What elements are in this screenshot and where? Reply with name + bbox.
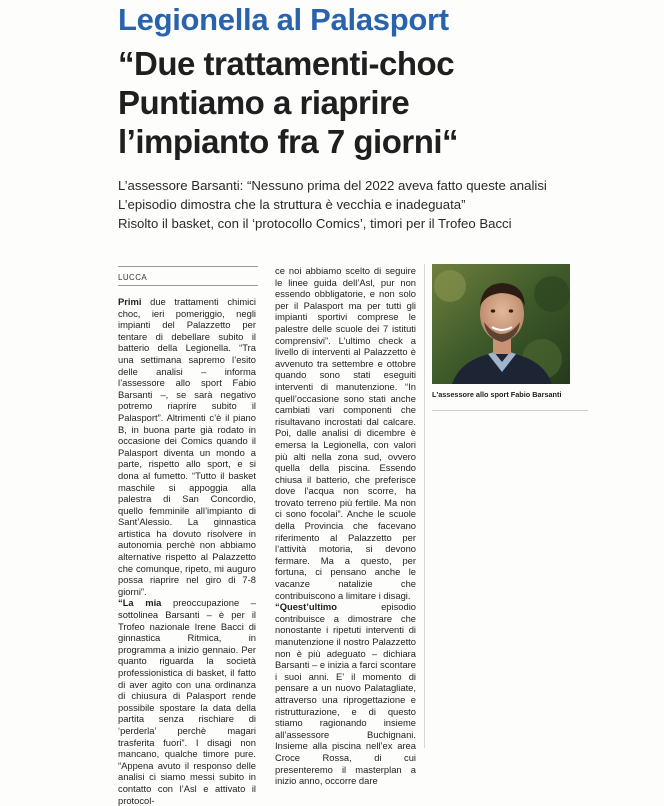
subheadline-line: Risolto il basket, con il ‘protocollo Comics’, timori per il Trofeo Bacci <box>118 216 512 231</box>
paragraph <box>275 601 416 787</box>
divider <box>118 285 258 286</box>
paragraph-text: episodio contribuisce a dimostrare che nonostante i ripetuti interventi di manutenzione il nostro Palazzetto non è più adeguato – dichiara Barsanti – e inizia a farci scontare i suoi anni. E’ il momento di pensare a un nuovo Palatagliate, attraverso una riprogettazione e ristrutturazione, e di questo stiamo ragionando insieme all’assessore Buchignani. Insieme alla piscina nell’ex area Croce Rossa, di cui presenteremo il masterplan a inizio anno, occorre dare <box>275 601 416 787</box>
paragraph <box>275 265 416 601</box>
kicker-title: Legionella al Palasport <box>118 2 449 37</box>
paragraph-lead: “La mia <box>118 597 162 609</box>
portrait-photo <box>432 264 570 384</box>
headline-line: Puntiamo a riaprire <box>118 84 410 121</box>
headline-line: l’impianto fra 7 giorni“ <box>118 123 459 160</box>
divider <box>118 266 258 267</box>
paragraph-text: ce noi abbiamo scelto di seguire le linee guida dell’Asl, pur non essendo obbligatorie, e non solo per il Palasport ma per tutti gli impianti sportivi comprese le palestre delle scuole dei 7 istituti comprensivi”. L’ultimo check a livello di interventi al Palazzetto è avvenuto tra settembre e ottobre quando sono stati eseguiti interventi di manutenzione. “In quell’occasione sono stati anche cambiati vari componenti che risultavano incrostati dal calcare. Poi, dalle analisi di dicembre è emersa la Legionella, con valori più alti nella zona sud, ovvero quella della piscina. Essendo chiusa il batterio, che preferisce dove l’acqua non scorre, ha trovato terreno più fertile. Ma non ci sono focolai”. Anche le scuole della Provincia che facevano riferimento al Palazzetto per l’attività motoria, si devono fermare. Ma a questo, per fortuna, ci pensano anche le vacanze natalizie che contribuiscono a limitare i disagi. <box>275 265 416 601</box>
column-divider <box>424 264 425 748</box>
dateline: LUCCA <box>118 273 148 282</box>
subheadline-line: L’episodio dimostra che la struttura è vecchia e inadeguata” <box>118 197 466 212</box>
divider <box>432 410 588 411</box>
article-column-2 <box>275 265 416 787</box>
headline <box>118 44 458 161</box>
article-column-1 <box>118 296 256 806</box>
paragraph-text: preoccupazione – sottolinea Barsanti – è per il Trofeo nazionale Irene Bacci di ginnastica Ritmica, in programma a inizio gennaio. Per quanto riguarda la società professionistica di basket, il fatto di aver agito con una ordinanza di chiusura di Palasport rende possibile spostare la data della partita senza rischiare di ‘perderla’ perchè magari trasferita fuori”. I disagi non mancano, qualche timore pure. “Appena avuto il responso delle analisi ci siamo messi subito in contatto con l’Asl e attivato il protocol- <box>118 597 256 806</box>
subheadlines <box>118 176 547 233</box>
headline-line: “Due trattamenti-choc <box>118 45 455 82</box>
paragraph <box>118 296 256 597</box>
paragraph-lead: “Quest’ultimo <box>275 601 337 613</box>
portrait-image <box>432 264 570 384</box>
paragraph-text: due trattamenti chimici choc, ieri pomeriggio, negli impianti del Palazzetto per tentare di debellare subito il batterio della Legionella. “Tra una settimana sapremo l’esito delle analisi – informa l’assessore allo sport Fabio Barsanti –, se sarà negativo potremo riaprire subito il Palasport”. Altrimenti c’è il piano B, in buona parte già rodato in occasione dei Comics quando il Palasport diventa un mondo a parte, rispetto allo sport, e si dona al fumetto. “Tutto il basket maschile si appoggia alla palestra di San Concordio, quello femminile all’impianto di Sant’Alessio. La ginnastica artistica ha dovuto risolvere in autonomia perchè non abbiamo alternative rispetto al Palazzetto che comunque, ripeto, mi auguro possa riaprire nel giro di 7-8 giorni”. <box>118 296 256 597</box>
paragraph-lead: Primi <box>118 296 142 307</box>
paragraph <box>118 597 256 806</box>
photo-caption: L'assessore allo sport Fabio Barsanti <box>432 390 562 399</box>
subheadline-line: L’assessore Barsanti: “Nessuno prima del 2022 aveva fatto queste analisi <box>118 178 547 193</box>
